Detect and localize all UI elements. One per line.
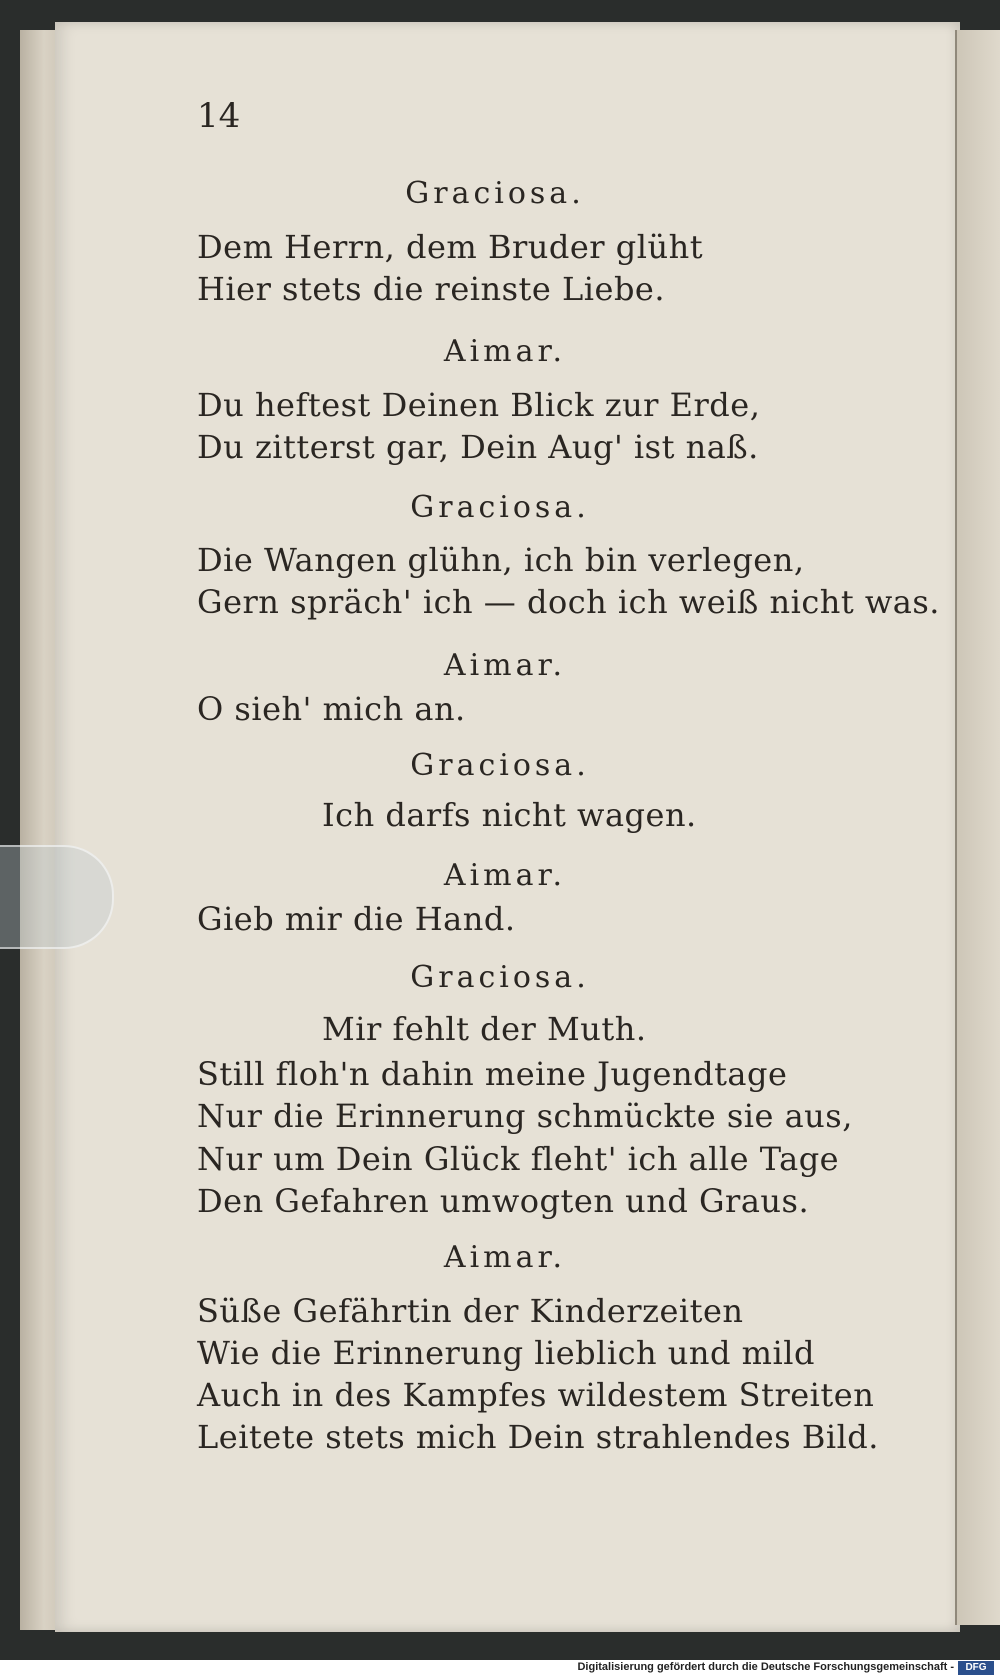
page-stack-edge: [20, 30, 60, 1630]
verse-line: Die Wangen glühn, ich bin verlegen,: [197, 541, 805, 579]
dfg-logo: DFG: [958, 1661, 994, 1675]
speaker-aimar: Aimar.: [443, 1240, 567, 1275]
verse-line: Gern spräch' ich — doch ich weiß nicht was.: [197, 583, 940, 621]
verse-line: Still floh'n dahin meine Jugendtage: [197, 1055, 788, 1093]
verse-line: Auch in des Kampfes wildestem Streiten: [197, 1376, 875, 1414]
facing-page-edge: [955, 30, 1000, 1625]
verse-line: Gieb mir die Hand.: [197, 900, 516, 938]
verse-line: O sieh' mich an.: [197, 690, 466, 728]
speaker-graciosa: Graciosa.: [410, 748, 590, 783]
speaker-graciosa: Graciosa.: [410, 960, 590, 995]
verse-line: Du heftest Deinen Blick zur Erde,: [197, 386, 761, 424]
verse-line: Mir fehlt der Muth.: [322, 1010, 647, 1048]
verse-line: Süße Gefährtin der Kinderzeiten: [197, 1292, 744, 1330]
page-number: 14: [197, 96, 241, 136]
page-clip: [0, 845, 114, 949]
verse-line: Nur um Dein Glück fleht' ich alle Tage: [197, 1140, 840, 1178]
verse-line: Hier stets die reinste Liebe.: [197, 270, 666, 308]
verse-line: Den Gefahren umwogten und Graus.: [197, 1182, 810, 1220]
verse-line: Ich darfs nicht wagen.: [322, 796, 697, 834]
speaker-aimar: Aimar.: [443, 858, 567, 893]
dfg-credit: Digitalisierung gefördert durch die Deutsche Forschungsgemeinschaft -: [577, 1661, 954, 1673]
verse-line: Dem Herrn, dem Bruder glüht: [197, 228, 704, 266]
verse-line: Du zitterst gar, Dein Aug' ist naß.: [197, 428, 759, 466]
speaker-graciosa: Graciosa.: [405, 176, 585, 211]
speaker-graciosa: Graciosa.: [410, 490, 590, 525]
verse-line: Leitete stets mich Dein strahlendes Bild.: [197, 1418, 879, 1456]
verse-line: Nur die Erinnerung schmückte sie aus,: [197, 1097, 853, 1135]
speaker-aimar: Aimar.: [443, 334, 567, 369]
speaker-aimar: Aimar.: [443, 648, 567, 683]
verse-line: Wie die Erinnerung lieblich und mild: [197, 1334, 815, 1372]
